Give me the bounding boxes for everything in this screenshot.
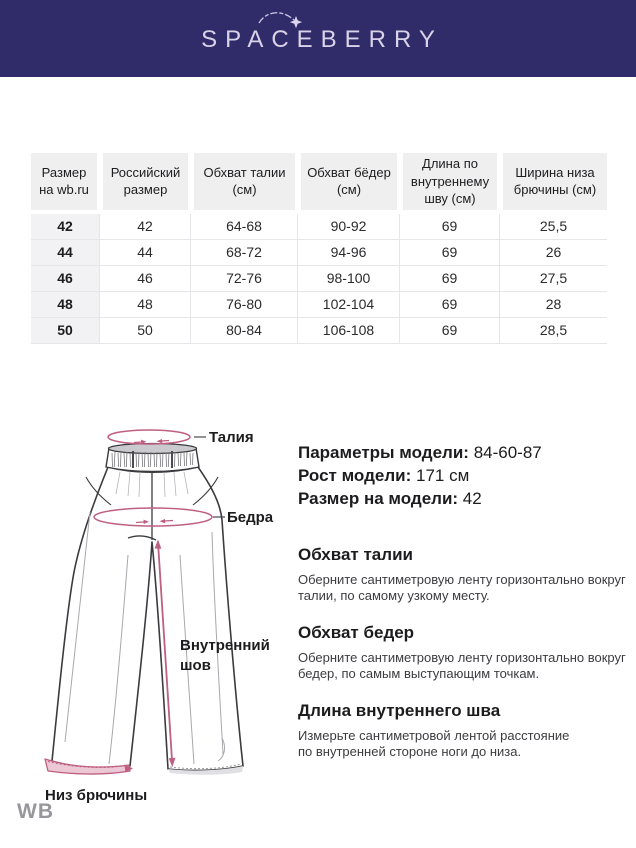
cell: 42 (100, 214, 191, 240)
model-params-value: 84-60-87 (473, 443, 542, 462)
guide-waist-text (298, 572, 628, 604)
model-size-label: Размер на модели: (298, 489, 459, 508)
cell: 69 (400, 214, 500, 240)
column-header-wb-size: Размер на wb.ru (31, 153, 100, 214)
cell: 102-104 (298, 292, 400, 318)
cell: 46 (100, 266, 191, 292)
brand-header (0, 0, 636, 77)
size-table (31, 153, 607, 344)
guide-inseam-line1: Измерьте сантиметровой лентой расстояние (298, 728, 570, 743)
model-height-line (298, 464, 628, 487)
cell: 48 (100, 292, 191, 318)
wb-watermark: WB (17, 800, 54, 823)
cell: 69 (400, 318, 500, 344)
model-params-line (298, 441, 628, 464)
guide-waist-title: Обхват талии (298, 545, 413, 564)
cell: 50 (31, 318, 100, 344)
cell: 68-72 (191, 240, 298, 266)
table-header-row (31, 153, 607, 214)
cell: 44 (31, 240, 100, 266)
brand-logo: SPACEBERRY (201, 26, 443, 53)
model-height-value: 171 см (415, 466, 470, 485)
cell: 28 (500, 292, 607, 318)
guide-waist-line1: Оберните сантиметровую ленту горизонтально вокруг (298, 572, 626, 587)
column-header-ru-size: Российский размер (100, 153, 191, 214)
pants-outline (52, 467, 243, 770)
model-params-label: Параметры модели: (298, 443, 469, 462)
model-height-label: Рост модели: (298, 466, 412, 485)
cell: 25,5 (500, 214, 607, 240)
cell: 69 (400, 292, 500, 318)
guide-inseam-text (298, 728, 628, 760)
cell: 64-68 (191, 214, 298, 240)
cell: 76-80 (191, 292, 298, 318)
guide-inseam-title: Длина внутреннего шва (298, 701, 501, 720)
column-header-inseam: Длина по внутреннему шву (см) (400, 153, 500, 214)
table-row (31, 318, 607, 344)
table-row (31, 266, 607, 292)
column-header-hem-width: Ширина низа брючины (см) (500, 153, 607, 214)
hem-label: Низ брючины (45, 787, 148, 804)
pants-measurement-diagram (30, 420, 290, 805)
guide-hips-line2: бедер, по самым выступающим точкам. (298, 666, 540, 681)
table-row (31, 292, 607, 318)
cell: 26 (500, 240, 607, 266)
model-size-line (298, 487, 628, 510)
cell: 80-84 (191, 318, 298, 344)
hips-label: Бедра (227, 509, 274, 526)
waist-opening (109, 444, 197, 454)
column-header-hips: Обхват бёдер (см) (298, 153, 400, 214)
cell: 28,5 (500, 318, 607, 344)
table-row (31, 240, 607, 266)
cell: 44 (100, 240, 191, 266)
cell: 42 (31, 214, 100, 240)
inseam-label: Внутренний шов (180, 637, 270, 675)
guide-waist-line2: талии, по самому узкому месту. (298, 588, 490, 603)
column-header-waist: Обхват талии (см) (191, 153, 298, 214)
model-size-value: 42 (462, 489, 482, 508)
cell: 50 (100, 318, 191, 344)
guide-hips-title: Обхват бедер (298, 623, 415, 642)
waist-label: Талия (209, 429, 254, 446)
cell: 90-92 (298, 214, 400, 240)
cell: 69 (400, 266, 500, 292)
cell: 27,5 (500, 266, 607, 292)
cell: 94-96 (298, 240, 400, 266)
cell: 48 (31, 292, 100, 318)
size-table-section (31, 153, 607, 344)
info-column (298, 441, 628, 760)
cell: 98-100 (298, 266, 400, 292)
cell: 46 (31, 266, 100, 292)
table-row (31, 214, 607, 240)
guide-hips-text (298, 650, 628, 682)
guide-inseam-line2: по внутренней стороне ноги до низа. (298, 744, 522, 759)
cell: 72-76 (191, 266, 298, 292)
cell: 106-108 (298, 318, 400, 344)
cell: 69 (400, 240, 500, 266)
pants-line-art (30, 420, 290, 805)
guide-hips-line1: Оберните сантиметровую ленту горизонтально вокруг (298, 650, 626, 665)
waist-measure-ellipse (108, 430, 206, 444)
